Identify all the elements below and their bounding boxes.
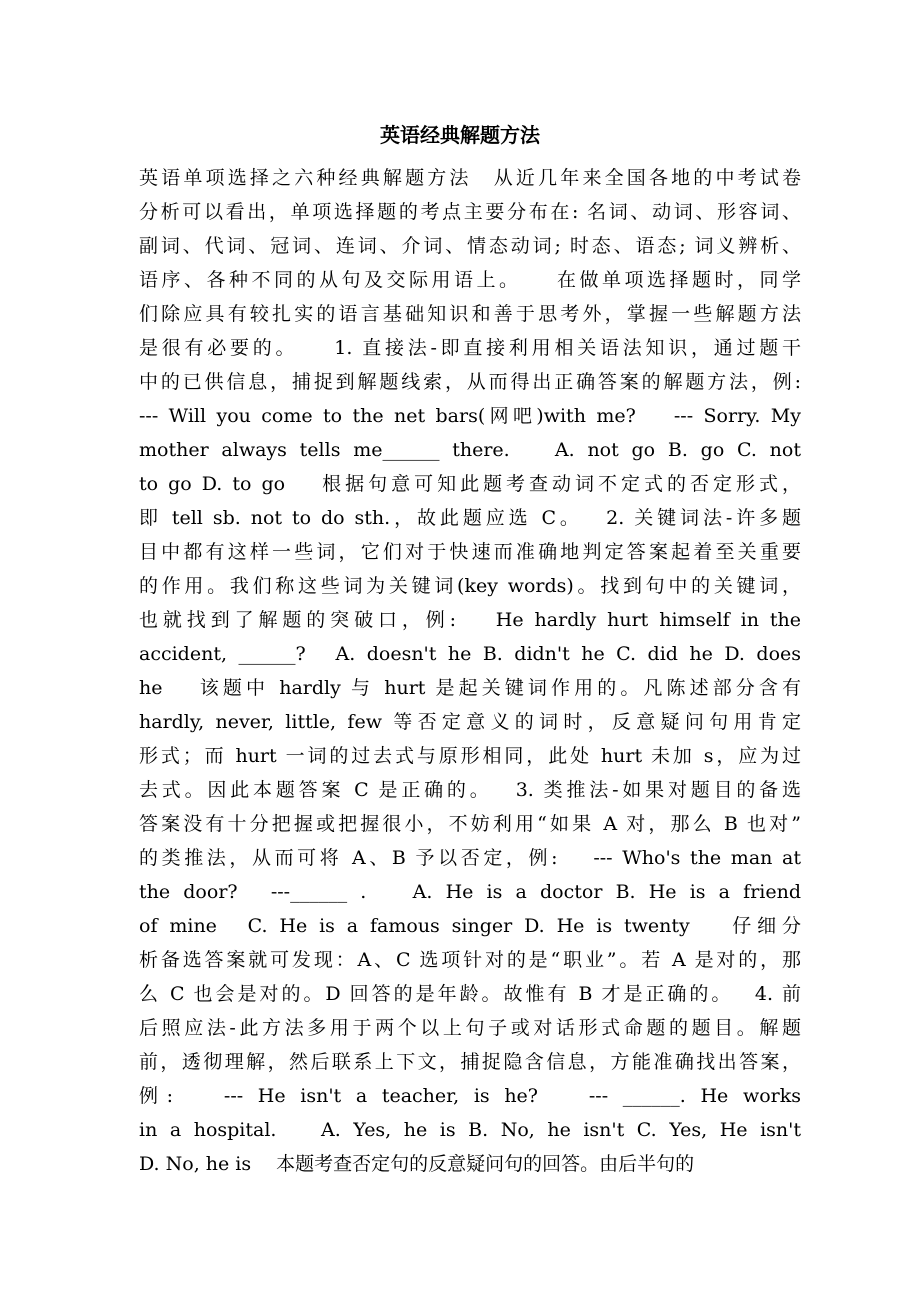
body-line: 例: --- He isn't a teacher, is he? --- ______. He works <box>139 1085 801 1107</box>
body-line: the door? ---______ . A. He is a doctor B. He is a friend <box>139 881 801 903</box>
body-line: 目中都有这样一些词，它们对于快速而准确地判定答案起着至关重要 <box>139 541 801 563</box>
body-line: 也就找到了解题的突破口，例: He hardly hurt himself in the <box>139 609 801 631</box>
body-line: 即 tell sb. not to do sth.，故此题应选 C。 2. 关键词法-许多题 <box>139 507 801 529</box>
body-line: 的作用。我们称这些词为关键词(key words)。找到句中的关键词， <box>139 575 801 597</box>
body-line: --- Will you come to the net bars(网吧)with me? --- Sorry. My <box>139 405 801 427</box>
body-line: he 该题中 hardly 与 hurt 是起关键词作用的。凡陈述部分含有 <box>139 677 801 699</box>
body-line: 的类推法，从而可将 A、B 予以否定，例: --- Who's the man at <box>139 847 801 869</box>
body-line: in a hospital. A. Yes, he is B. No, he isn't C. Yes, He isn't <box>139 1119 801 1141</box>
body-line: 分析可以看出，单项选择题的考点主要分布在: 名词、动词、形容词、 <box>139 201 801 223</box>
body-line: D. No, he is 本题考查否定句的反意疑问句的回答。由后半句的 <box>139 1153 695 1175</box>
body-line: 后照应法-此方法多用于两个以上句子或对话形式命题的题目。解题 <box>139 1017 801 1039</box>
body-line: 前，透彻理解，然后联系上下文，捕捉隐含信息，方能准确找出答案， <box>139 1051 801 1073</box>
body-line: 去式。因此本题答案 C 是正确的。 3. 类推法-如果对题目的备选 <box>139 779 801 801</box>
body-line: 英语单项选择之六种经典解题方法 从近几年来全国各地的中考试卷 <box>139 167 801 189</box>
body-line: accident, ______? A. doesn't he B. didn't he C. did he D. does <box>139 643 801 665</box>
body-line: mother always tells me______ there. A. not go B. go C. not <box>139 439 801 461</box>
body-line: 么 C 也会是对的。D 回答的是年龄。故惟有 B 才是正确的。 4. 前 <box>139 983 801 1005</box>
body-line: 语序、各种不同的从句及交际用语上。 在做单项选择题时，同学 <box>139 269 801 291</box>
body-line: 形式；而 hurt 一词的过去式与原形相同，此处 hurt 未加 s，应为过 <box>139 745 801 767</box>
document-body <box>139 161 801 1181</box>
body-line: 副词、代词、冠词、连词、介词、情态动词; 时态、语态; 词义辨析、 <box>139 235 801 257</box>
document-title: 英语经典解题方法 <box>380 123 540 147</box>
body-line: 答案没有十分把握或把握很小，不妨利用“如果 A 对，那么 B 也对” <box>139 813 801 835</box>
body-line: 是很有必要的。 1. 直接法-即直接利用相关语法知识，通过题干 <box>139 337 801 359</box>
body-line: 们除应具有较扎实的语言基础知识和善于思考外，掌握一些解题方法 <box>139 303 801 325</box>
body-line: 中的已供信息，捕捉到解题线索，从而得出正确答案的解题方法，例: <box>139 371 801 393</box>
body-line: hardly, never, little, few 等否定意义的词时，反意疑问句用肯定 <box>139 711 801 733</box>
body-line: of mine C. He is a famous singer D. He is twenty 仔细分 <box>139 915 801 937</box>
body-line: to go D. to go 根据句意可知此题考查动词不定式的否定形式， <box>139 473 801 495</box>
body-line: 析备选答案就可发现：A、C 选项针对的是“职业”。若 A 是对的，那 <box>139 949 801 971</box>
